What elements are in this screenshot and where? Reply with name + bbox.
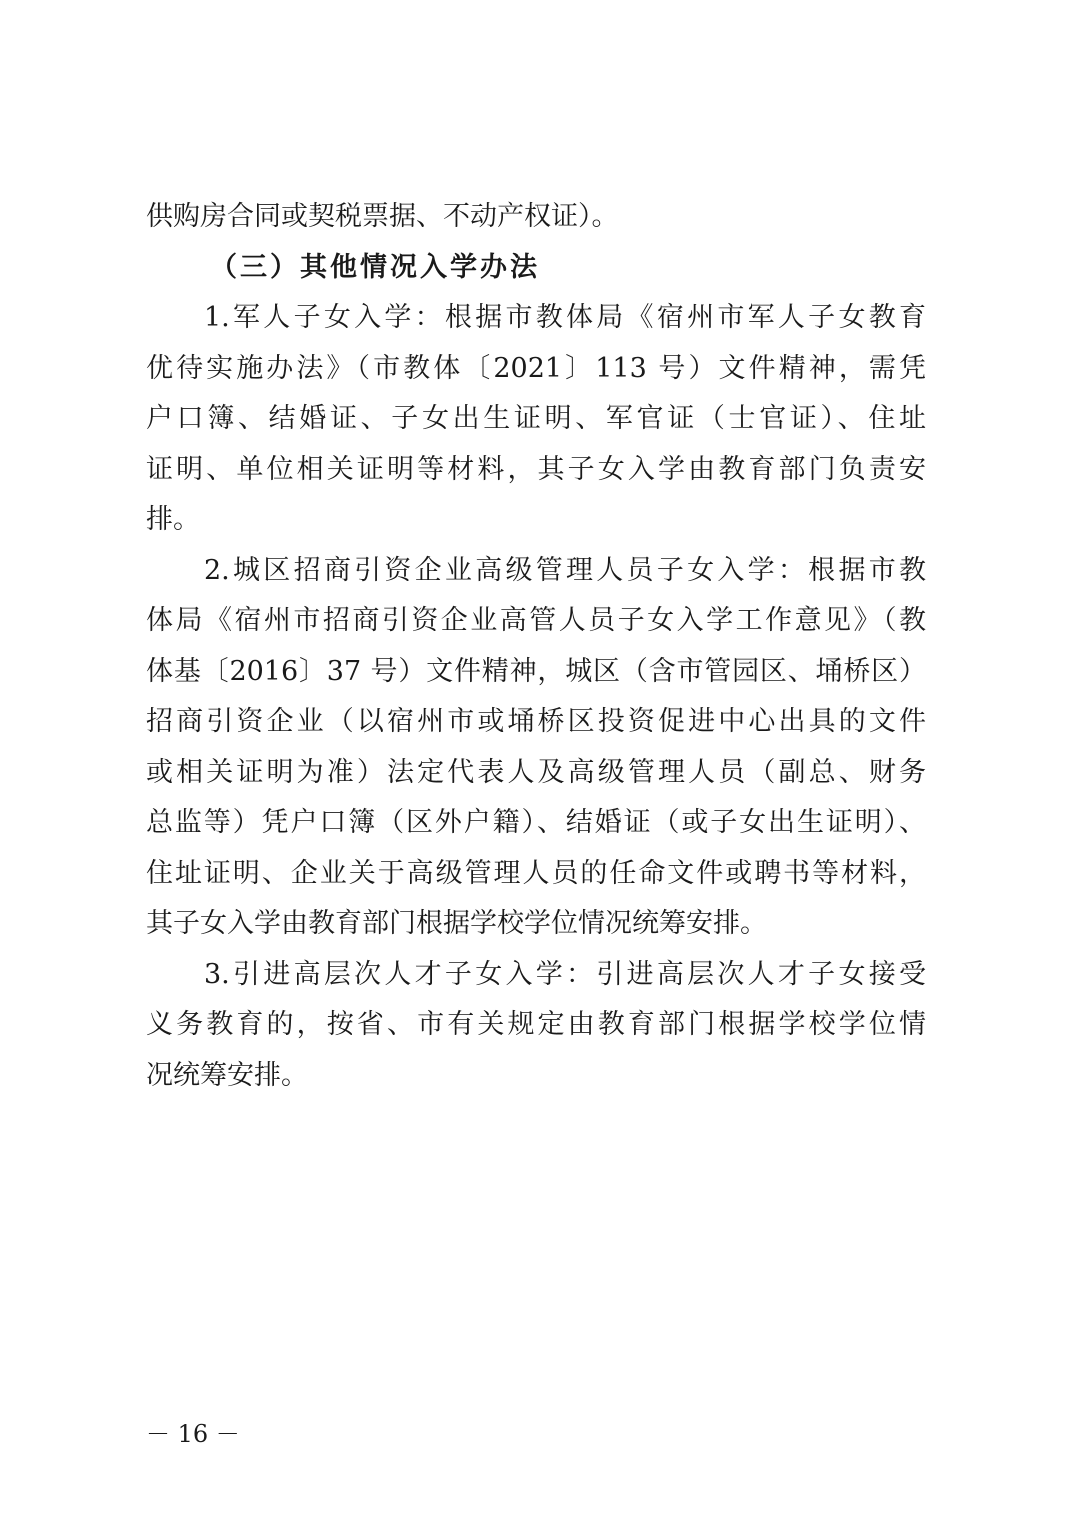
opening-line: 供购房合同或契税票据、不动产权证）。 <box>146 201 619 232</box>
paragraph-line: 总监等）凭户口簿（区外户籍）、结婚证（或子女出生证明）、 <box>146 807 926 838</box>
paragraph-line: 证明、单位相关证明等材料，其子女入学由教育部门负责安 <box>146 453 926 485</box>
paragraph-line: 或相关证明为准）法定代表人及高级管理人员（副总、财务 <box>146 756 926 788</box>
section-heading: （三）其他情况入学办法 <box>210 251 540 283</box>
paragraph-line: 体基〔2016〕37 号）文件精神，城区（含市管园区、埇桥区） <box>146 655 926 687</box>
paragraph-line: 户口簿、结婚证、子女出生证明、军官证（士官证）、住址 <box>146 403 926 434</box>
paragraph-line: 1.军人子女入学：根据市教体局《宿州市军人子女教育 <box>204 302 926 333</box>
paragraph-line: 2.城区招商引资企业高级管理人员子女入学：根据市教 <box>204 554 926 586</box>
paragraph-line: 住址证明、企业关于高级管理人员的任命文件或聘书等材料， <box>146 857 926 889</box>
document-body <box>146 192 926 1101</box>
paragraph-line: 排。 <box>146 504 200 535</box>
paragraph-line: 其子女入学由教育部门根据学校学位情况统筹安排。 <box>146 908 767 939</box>
item-investment-managers-children <box>146 546 926 950</box>
paragraph-line: 招商引资企业（以宿州市或埇桥区投资促进中心出具的文件 <box>146 706 926 737</box>
paragraph-line: 3.引进高层次人才子女入学：引进高层次人才子女接受 <box>204 958 926 990</box>
item-talent-children <box>146 950 926 1102</box>
page-number: － 16 － <box>146 1420 240 1448</box>
paragraph-line: 体局《宿州市招商引资企业高管人员子女入学工作意见》（教 <box>146 605 926 636</box>
paragraph-line: 况统筹安排。 <box>146 1059 308 1091</box>
item-military-children <box>146 293 926 546</box>
paragraph-line: 义务教育的，按省、市有关规定由教育部门根据学校学位情 <box>146 1009 926 1040</box>
paragraph-line: 优待实施办法》（市教体〔2021〕113 号）文件精神，需凭 <box>146 352 926 384</box>
